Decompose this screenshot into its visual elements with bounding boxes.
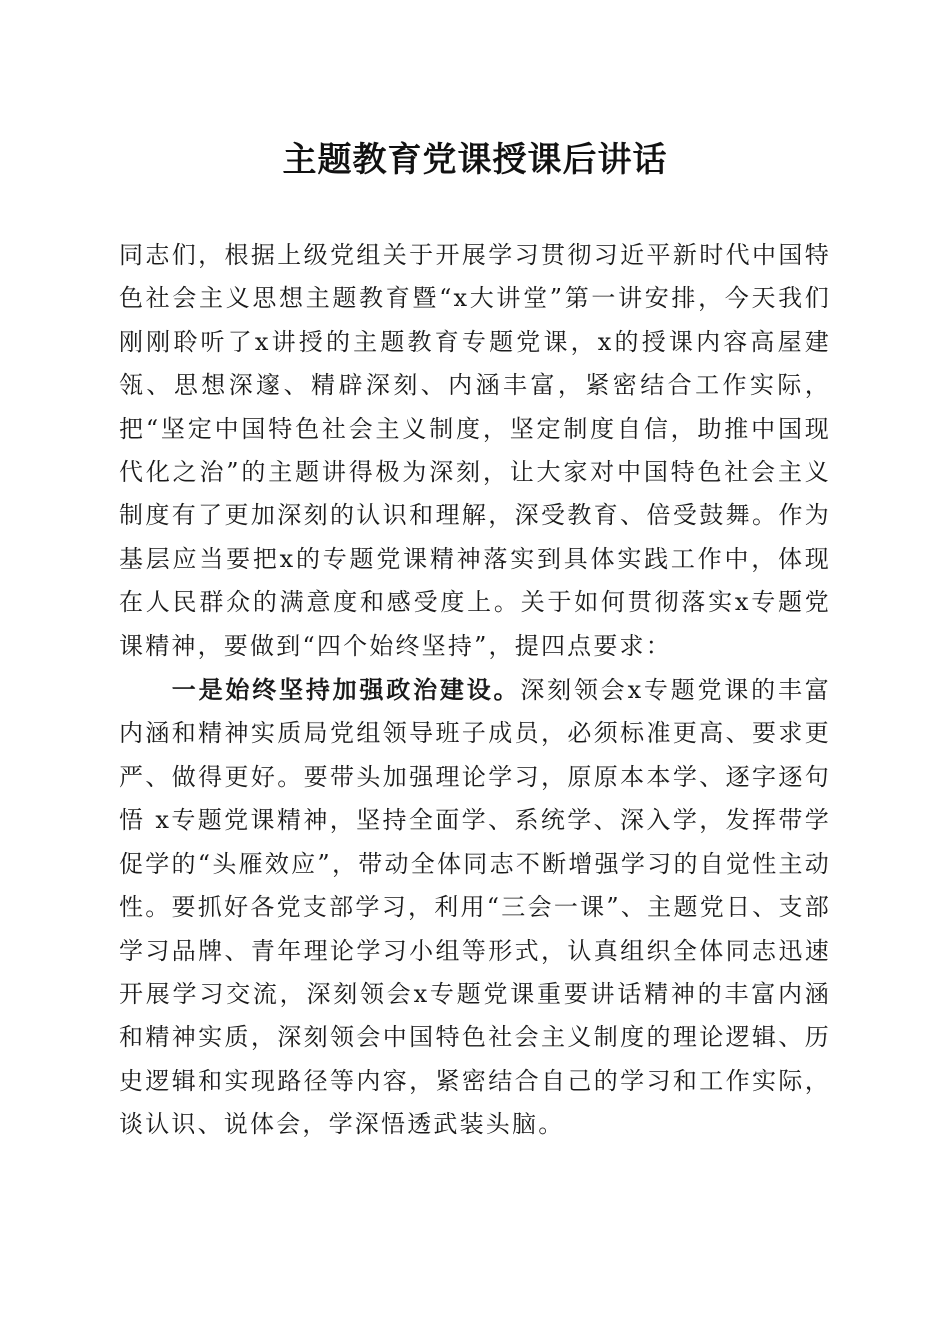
page-title: 主题教育党课授课后讲话	[282, 140, 668, 180]
document-body	[119, 233, 831, 1147]
paragraph-lead: 一是始终坚持加强政治建设。	[171, 675, 521, 705]
paragraph-point-one	[119, 668, 831, 1146]
paragraph-intro	[119, 233, 831, 668]
paragraph-text: 深刻领会x专题党课的丰富内涵和精神实质局党组领导班子成员，必须标准更高、要求更严、做得更好。要带头加强理论学习，原原本本学、逐字逐句悟 x专题党课精神，坚持全面学、系统学、深入学，发挥带学促学的“头雁效应”，带动全体同志不断增强学习的自觉性主动性。要抓好各党支部学习，利用“三会一课”、主题党日、支部学习品牌、青年理论学习小组等形式，认真组织全体同志迅速开展学习交流，深刻领会x专题党课重要讲话精神的丰富内涵和精神实质，深刻领会中国特色社会主义制度的理论逻辑、历史逻辑和实现路径等内容，紧密结合自己的学习和工作实际，谈认识、说体会，学深悟透武装头脑。	[119, 676, 831, 1139]
paragraph-text: 同志们，根据上级党组关于开展学习贯彻习近平新时代中国特色社会主义思想主题教育暨“x大讲堂”第一讲安排，今天我们刚刚聆听了x讲授的主题教育专题党课，x的授课内容高屋建瓴、思想深邃、精辟深刻、内涵丰富，紧密结合工作实际，把“坚定中国特色社会主义制度，坚定制度自信，助推中国现代化之治”的主题讲得极为深刻，让大家对中国特色社会主义制度有了更加深刻的认识和理解，深受教育、倍受鼓舞。作为基层应当要把x的专题党课精神落实到具体实践工作中，体现在人民群众的满意度和感受度上。关于如何贯彻落实x专题党课精神，要做到“四个始终坚持”，提四点要求：	[119, 241, 831, 660]
